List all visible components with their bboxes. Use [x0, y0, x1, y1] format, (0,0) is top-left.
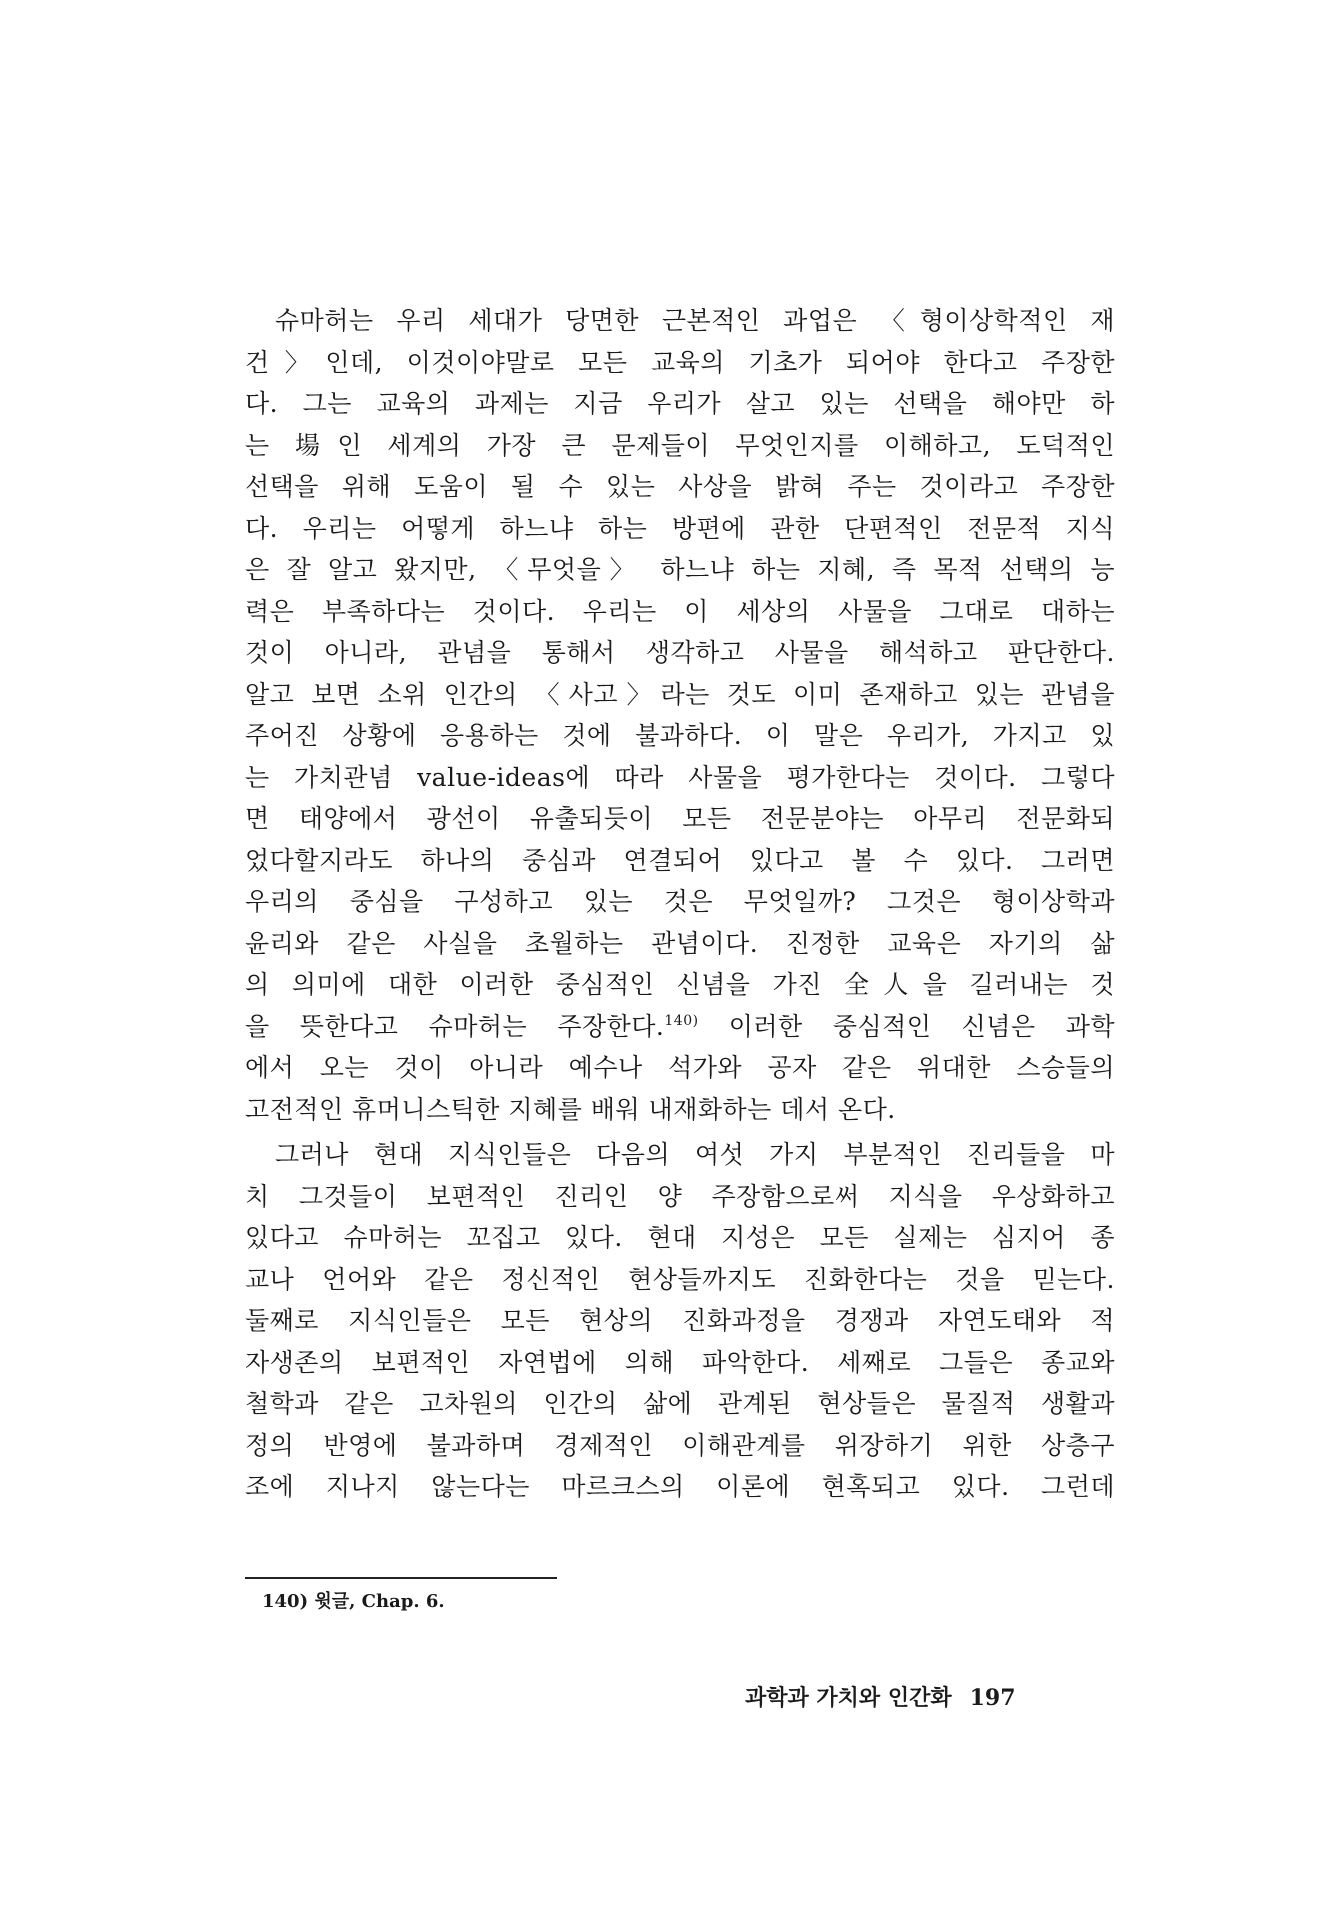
text-line: 다. 우리는 어떻게 하느냐 하는 방편에 관한 단편적인 전문적 지식 [245, 513, 1115, 543]
text-line: 것이 아니라, 관념을 통해서 생각하고 사물을 해석하고 판단한다. [245, 638, 1115, 667]
text-line: 건〉인데, 이것이야말로 모든 교육의 기초가 되어야 한다고 주장한 [245, 347, 1115, 377]
footnote-divider [245, 1577, 557, 1579]
text-line: 둘째로 지식인들은 모든 현상의 진화과정을 경쟁과 자연도태와 적 [245, 1306, 1115, 1335]
text-line: 있다고 슈마허는 꼬집고 있다. 현대 지성은 모든 실제는 심지어 종 [245, 1223, 1115, 1252]
text-line: 윤리와 같은 사실을 초월하는 관념이다. 진정한 교육은 자기의 삶 [245, 928, 1115, 958]
text-line: 교나 언어와 같은 정신적인 현상들까지도 진화한다는 것을 믿는다. [245, 1264, 1115, 1294]
footnote-reference[interactable]: 140) [664, 1012, 699, 1029]
running-footer [745, 1683, 1016, 1713]
text-line: 우리의 중심을 구성하고 있는 것은 무엇일까? 그것은 형이상학과 [245, 887, 1115, 916]
text-line: 주어진 상황에 응용하는 것에 불과하다. 이 말은 우리가, 가지고 있 [245, 721, 1115, 750]
text-line: 은 잘 알고 왔지만, 〈무엇을〉 하느냐 하는 지혜, 즉 목적 선택의 능 [245, 555, 1115, 584]
text-line: 는 가치관념 value-ideas에 따라 사물을 평가한다는 것이다. 그렇다 [245, 762, 1115, 792]
text-line: 조에 지나지 않는다는 마르크스의 이론에 현혹되고 있다. 그런데 [245, 1472, 1115, 1501]
text-line: 선택을 위해 도움이 될 수 있는 사상을 밝혀 주는 것이라고 주장한 [245, 472, 1115, 501]
text-line: 력은 부족하다는 것이다. 우리는 이 세상의 사물을 그대로 대하는 [245, 596, 1115, 626]
text-line-tail: 이러한 중심적인 신념은 과학 [698, 1011, 1115, 1041]
text-line: 치 그것들이 보편적인 진리인 양 주장함으로써 지식을 우상화하고 [245, 1181, 1115, 1211]
text-line: 었다할지라도 하나의 중심과 연결되어 있다고 볼 수 있다. 그러면 [245, 845, 1115, 875]
text-line: 다. 그는 교육의 과제는 지금 우리가 살고 있는 선택을 해야만 하 [245, 389, 1115, 418]
text-line: 면 태양에서 광선이 유출되듯이 모든 전문분야는 아무리 전문화되 [245, 804, 1115, 833]
footnote: 140) 윗글, Chap. 6. [262, 1591, 445, 1612]
text-line: 의 의미에 대한 이러한 중심적인 신념을 가진 全人을 길러내는 것 [245, 970, 1115, 999]
body-text [245, 300, 1115, 1508]
text-line: 에서 오는 것이 아니라 예수나 석가와 공자 같은 위대한 스승들의 [245, 1053, 1115, 1082]
text-line-with-footnote [245, 1006, 1115, 1048]
text-line: 철학과 같은 고차원의 인간의 삶에 관계된 현상들은 물질적 생활과 [245, 1389, 1115, 1418]
running-title: 과학과 가치와 인간화 [745, 1685, 952, 1711]
text-line-head: 을 뜻한다고 슈마허는 주장한다. [245, 1011, 665, 1041]
page-number: 197 [969, 1685, 1016, 1711]
text-line: 는 場인 세계의 가장 큰 문제들이 무엇인지를 이해하고, 도덕적인 [245, 430, 1115, 460]
text-line: 정의 반영에 불과하며 경제적인 이해관계를 위장하기 위한 상층구 [245, 1430, 1115, 1460]
text-line: 슈마허는 우리 세대가 당면한 근본적인 과업은 〈형이상학적인 재 [275, 306, 1115, 335]
text-line: 자생존의 보편적인 자연법에 의해 파악한다. 세째로 그들은 종교와 [245, 1347, 1115, 1377]
text-line: 알고 보면 소위 인간의 〈사고〉라는 것도 이미 존재하고 있는 관념을 [245, 679, 1115, 709]
text-line: 고전적인 휴머니스틱한 지혜를 배워 내재화하는 데서 온다. [245, 1094, 896, 1124]
text-line: 그러나 현대 지식인들은 다음의 여섯 가지 부분적인 진리들을 마 [275, 1140, 1115, 1169]
